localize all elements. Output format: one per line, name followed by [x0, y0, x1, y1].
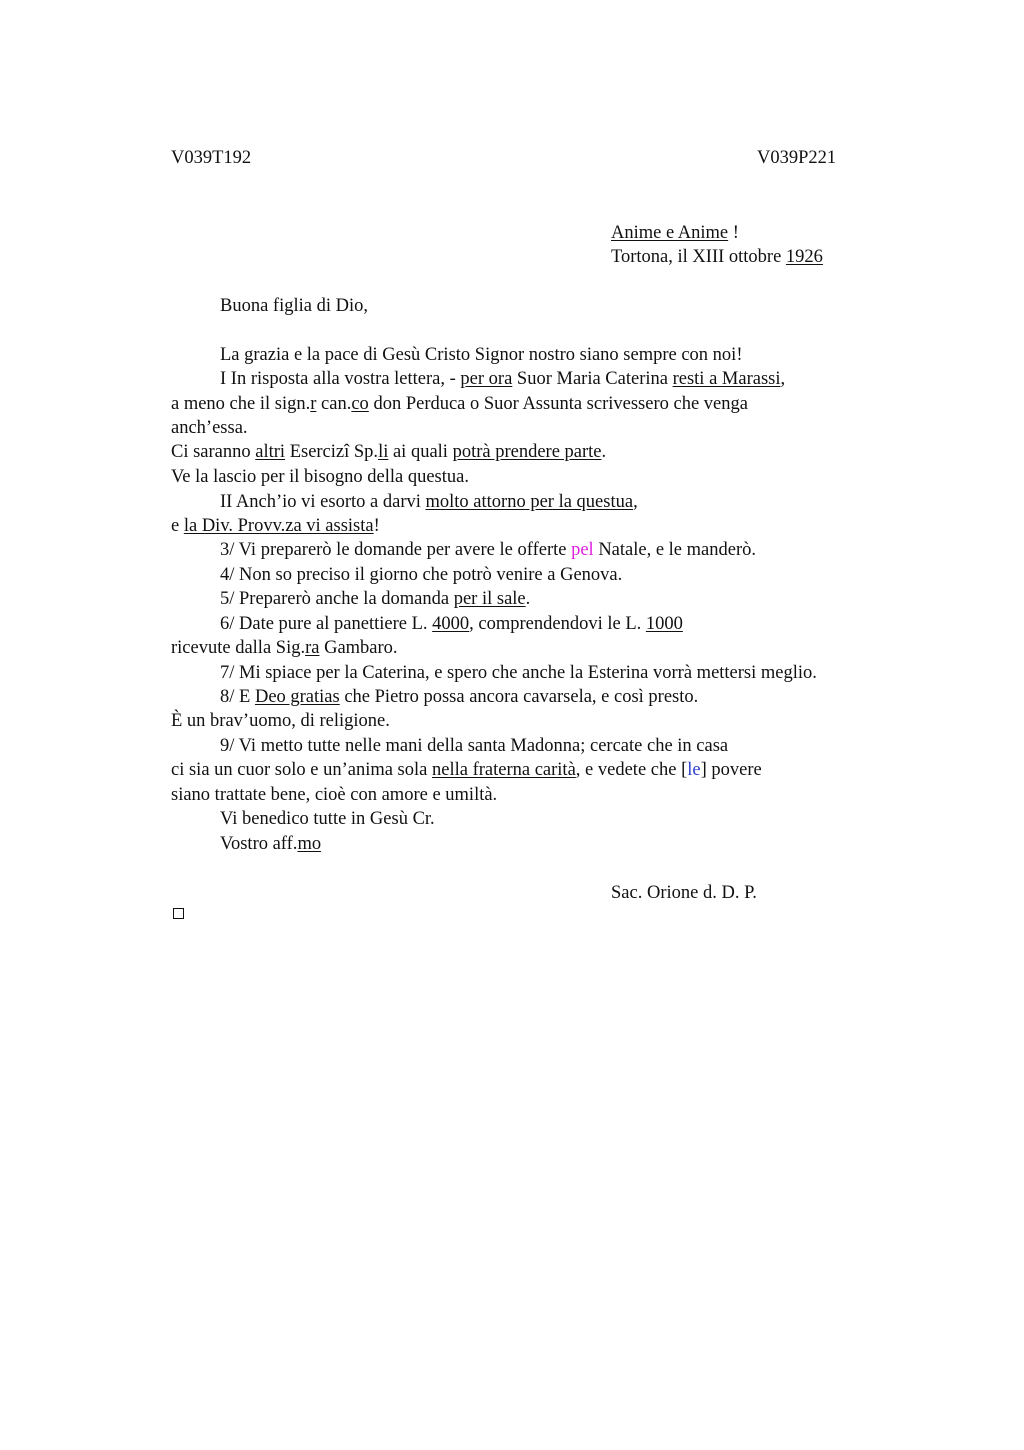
body-line-2 — [220, 368, 785, 390]
underlined-segment: per ora — [460, 369, 513, 389]
salutation: Buona figlia di Dio, — [220, 296, 368, 316]
place-date: Tortona, il XIII ottobre — [611, 247, 786, 267]
text-segment: ricevute dalla Sig. — [171, 638, 306, 658]
underlined-segment: resti a Marassi — [672, 369, 781, 389]
closing-line — [220, 833, 321, 855]
underlined-segment: ra — [305, 638, 320, 658]
body-line-15 — [220, 686, 698, 708]
body-line-13 — [171, 637, 398, 659]
body-line-3 — [171, 393, 748, 415]
editorial-highlight: pel — [571, 540, 594, 560]
text-segment: . — [525, 589, 531, 609]
text-segment: can. — [316, 394, 352, 414]
underlined-segment: la Div. Provv.za vi assista — [183, 516, 374, 536]
body-line-8 — [171, 515, 380, 537]
underlined-segment: per il sale — [453, 589, 526, 609]
body-line-14: 7/ Mi spiace per la Caterina, e spero che anche la Esterina vorrà mettersi meglio. — [220, 663, 817, 683]
blessing-line: Vi benedico tutte in Gesù Cr. — [220, 809, 435, 829]
text-segment: 3/ Vi preparerò le domande per avere le offerte — [220, 540, 572, 560]
body-line-17: 9/ Vi metto tutte nelle mani della santa Madonna; cercate che in casa — [220, 736, 729, 756]
underlined-segment: mo — [297, 834, 322, 854]
motto-line — [611, 222, 739, 244]
underlined-segment: nella fraterna carità — [432, 760, 576, 780]
body-line-11 — [220, 588, 530, 610]
text-segment: a meno che il sign. — [171, 394, 311, 414]
text-segment: Ci saranno — [171, 442, 256, 462]
underlined-segment: r — [310, 394, 317, 414]
text-segment: , e vedete che [ — [575, 760, 688, 780]
underlined-segment: li — [378, 442, 389, 462]
page-header-left-code: V039T192 — [171, 148, 252, 168]
motto-underlined: Anime e Anime — [611, 223, 729, 243]
text-segment: 5/ Preparerò anche la domanda — [220, 589, 454, 609]
page-header-right-code: V039P221 — [757, 148, 837, 168]
text-segment: . — [601, 442, 607, 462]
text-segment: ] povere — [700, 760, 762, 780]
text-segment: II Anch’io vi esorto a darvi — [220, 492, 426, 512]
underlined-segment: 4000 — [432, 614, 470, 634]
text-segment: ci sia un cuor solo e un’anima sola — [171, 760, 432, 780]
body-line-10: 4/ Non so preciso il giorno che potrò venire a Genova. — [220, 565, 623, 585]
underlined-segment: co — [351, 394, 369, 414]
body-line-6: Ve la lascio per il bisogno della questua. — [171, 467, 469, 487]
body-line-7 — [220, 491, 638, 513]
body-line-4: anch’essa. — [171, 418, 248, 438]
underlined-segment: altri — [255, 442, 286, 462]
text-segment: Sp. — [349, 442, 379, 462]
text-segment: , comprendendovi le L. — [469, 614, 646, 634]
body-line-16: È un brav’uomo, di religione. — [171, 711, 390, 731]
text-segment: don Perduca o Suor Assunta scrivessero che venga — [368, 394, 748, 414]
body-line-19: siano trattate bene, cioè con amore e umiltà. — [171, 785, 498, 805]
editorial-insertion: le — [687, 760, 701, 780]
text-segment: I In risposta alla vostra lettera, - — [220, 369, 461, 389]
text-segment: che Pietro possa ancora cavarsela, e così presto. — [339, 687, 699, 707]
text-segment: Esercizî — [285, 442, 350, 462]
text-segment: , — [780, 369, 786, 389]
underlined-segment: Deo gratias — [254, 687, 340, 707]
underlined-segment: molto attorno per la questua — [425, 492, 634, 512]
text-segment: Suor Maria Caterina — [512, 369, 673, 389]
year: 1926 — [785, 247, 823, 267]
underlined-segment: potrà prendere parte — [452, 442, 602, 462]
body-line-1: La grazia e la pace di Gesù Cristo Signor nostro siano sempre con noi! — [220, 345, 743, 365]
end-marker-box — [173, 908, 184, 919]
place-date-line — [611, 246, 823, 268]
text-segment: Vostro aff. — [220, 834, 298, 854]
text-segment: Gambaro. — [319, 638, 398, 658]
body-line-12 — [220, 613, 683, 635]
body-line-18 — [171, 759, 762, 781]
underlined-segment: 1000 — [645, 614, 683, 634]
body-line-9 — [220, 539, 756, 561]
text-segment: ! — [373, 516, 380, 536]
text-segment: Natale, e le manderò. — [593, 540, 756, 560]
motto-tail: ! — [728, 223, 739, 243]
text-segment: , — [633, 492, 638, 512]
text-segment: 8/ E — [220, 687, 255, 707]
text-segment: 6/ Date pure al panettiere L. — [220, 614, 433, 634]
signature: Sac. Orione d. D. P. — [611, 883, 757, 903]
body-line-5 — [171, 441, 606, 463]
text-segment: e — [171, 516, 184, 536]
text-segment: ai quali — [388, 442, 453, 462]
